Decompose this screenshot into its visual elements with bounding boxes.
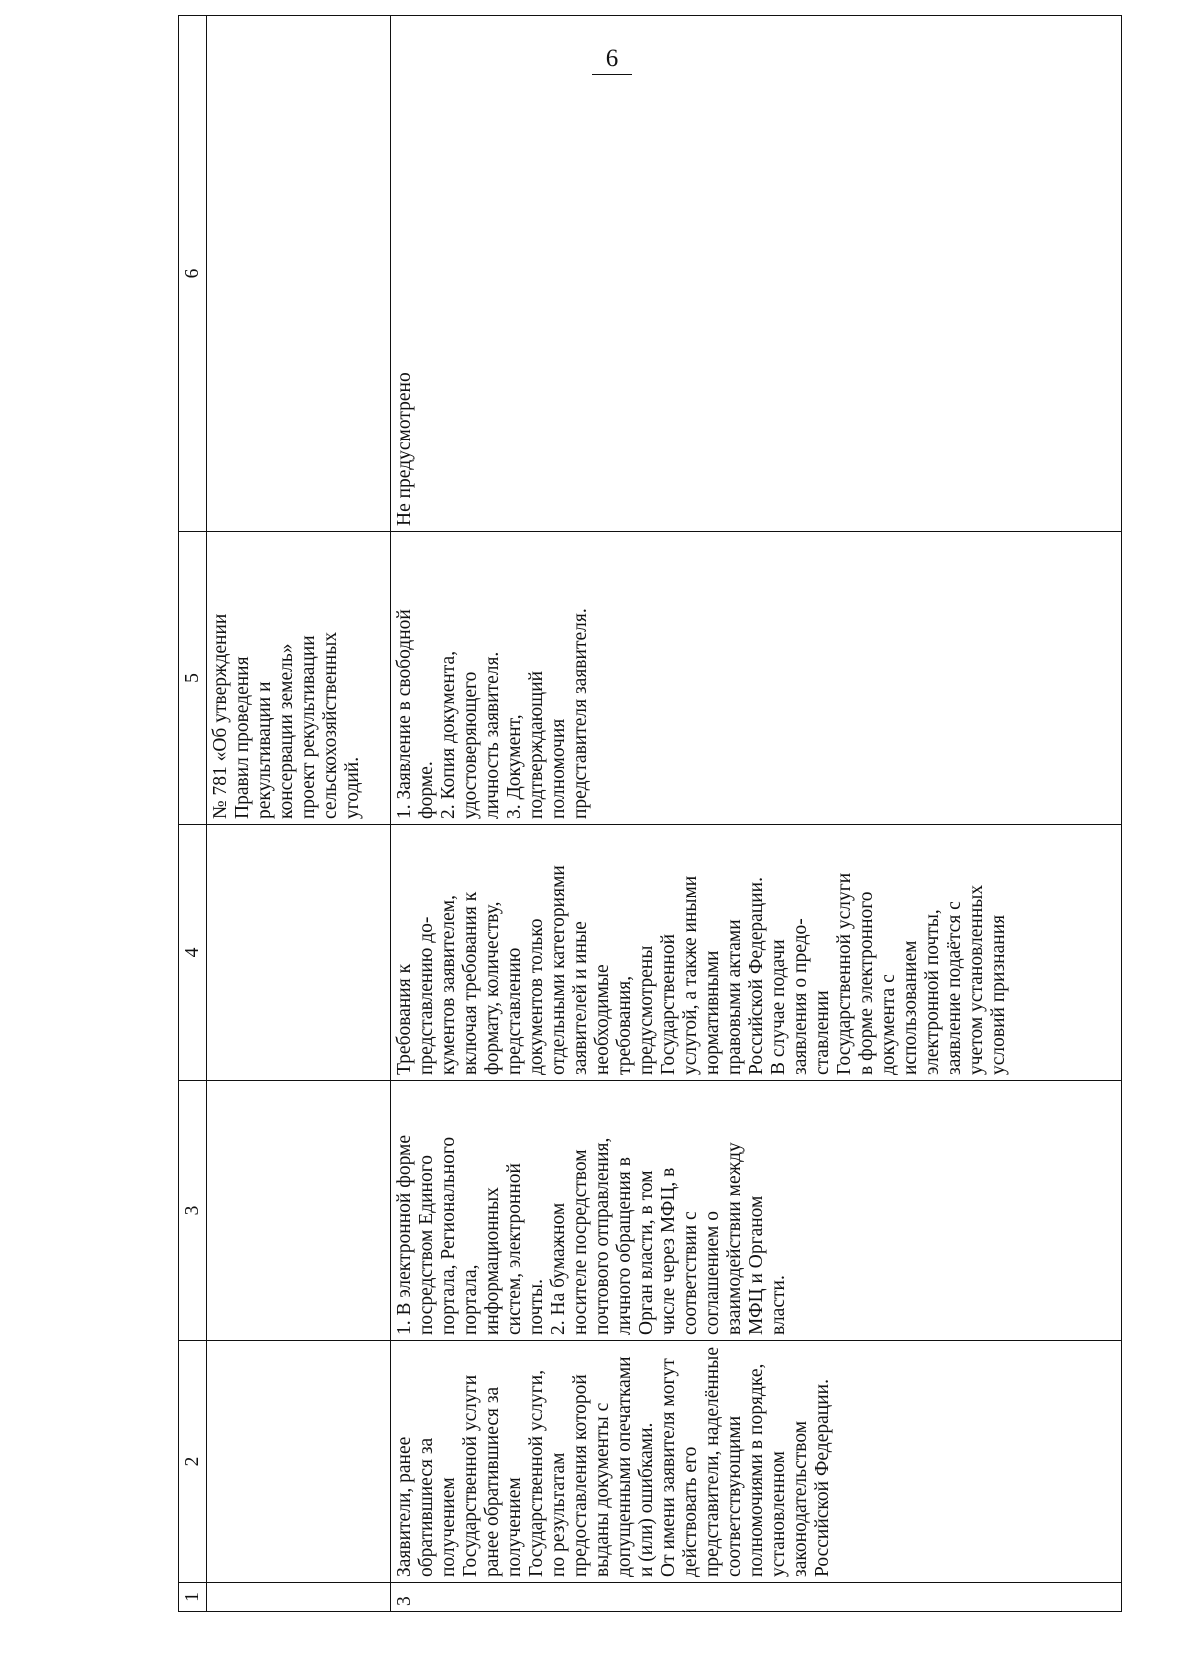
column-number-6: 6 — [179, 16, 207, 532]
column-number-1: 1 — [179, 1583, 207, 1612]
table-cell-documents-list: 1. Заявление в свободной форме. 2. Копия документа, удостоверяющего личность заявителя. 3. Документ, подтверждающий полномочия представителя заявителя. — [391, 532, 1122, 825]
document-table — [178, 15, 1122, 1612]
table-row — [391, 16, 1122, 1612]
table-cell — [207, 16, 391, 532]
column-number-4: 4 — [179, 825, 207, 1081]
table-cell — [207, 1341, 391, 1583]
table-cell — [207, 825, 391, 1081]
table-cell-legal-basis: № 781 «Об утверждении Правил проведения рекультивации и консервации земель» проект рекультивации сельскохозяйственных угодий. — [207, 532, 391, 825]
page-number: 6 — [592, 44, 632, 75]
table-cell-row-number: 3 — [391, 1583, 1122, 1612]
table-header-row — [179, 16, 207, 1612]
column-number-2: 2 — [179, 1341, 207, 1583]
table-cell-not-provided: Не предусмотрено — [391, 16, 1122, 532]
table-cell-submission-methods: 1. В электронной форме посредством Единого портала, Регионального портала, информационных систем, электронной почты. 2. На бумажном носителе посредством почтового отправления, личного обращения в Орган власти, в том числе через МФЦ, в соответствии с соглашением о взаимодействии между МФЦ и Органом власти. — [391, 1081, 1122, 1341]
table-cell — [207, 1583, 391, 1612]
table-cell-requirements: Требования к представлению до- кументов заявителем, включая требования к формату, количеству, представлению документов только отдельными категориями заявителей и иные необходимые требования, предусмотрены Государственной услугой, а также иными нормативными правовыми актами Российской Федерации. В случае подачи заявления о предо- ставлении Государственной услуги в форме электронного документа с использованием электронной почты, заявление подаётся с учетом установленных условий признания — [391, 825, 1122, 1081]
column-number-3: 3 — [179, 1081, 207, 1341]
table-cell-applicants: Заявители, ранее обратившиеся за получением Государственной услуги ранее обратившиеся за получением Государственной услуги, по результатам предоставления которой выданы документы с допущенными опечатками и (или) ошибками. От имени заявителя могут действовать его представители, наделённые соответствующими полномочиями в порядке, установленном законодательством Российской Федерации. — [391, 1341, 1122, 1583]
table-cell — [207, 1081, 391, 1341]
column-number-5: 5 — [179, 532, 207, 825]
table-row — [207, 16, 391, 1612]
rotated-table-container — [178, 16, 1121, 1612]
